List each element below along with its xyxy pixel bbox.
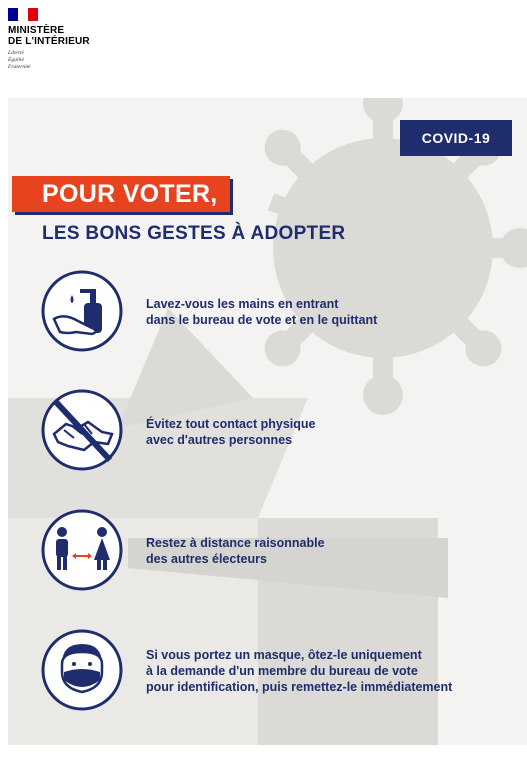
rule-4-line-2: à la demande d'un membre du bureau de vote	[146, 664, 418, 678]
motto-fraternite: Fraternité	[8, 64, 31, 70]
rule-4-text	[146, 647, 452, 695]
rule-2-text	[146, 416, 315, 448]
ministry-logo	[8, 8, 90, 71]
no-handshake-icon	[40, 388, 124, 472]
rule-2-line-2: avec d'autres personnes	[146, 433, 293, 447]
motto-liberte: Liberté	[8, 50, 24, 56]
rule-1-line-2: dans le bureau de vote et en le quittant	[146, 313, 378, 327]
poster-subtitle: LES BONS GESTES À ADOPTER	[42, 223, 346, 244]
rule-4-line-1: Si vous portez un masque, ôtez-le uniquement	[146, 648, 422, 662]
motto-egalite: Égalité	[8, 57, 24, 63]
rule-4-line-3: pour identification, puis remettez-le immédiatement	[146, 680, 453, 694]
ministry-name-line2: DE L'INTÉRIEUR	[8, 36, 90, 47]
rule-3-line-1: Restez à distance raisonnable	[146, 536, 325, 550]
face-mask-icon	[40, 628, 124, 712]
republic-motto	[8, 50, 90, 71]
covid-voting-poster	[8, 98, 527, 745]
rule-3-line-2: des autres électeurs	[146, 552, 267, 566]
ministry-name	[8, 25, 90, 47]
ministry-name-line1: MINISTÈRE	[8, 25, 65, 36]
french-flag-icon	[8, 8, 38, 21]
rule-1-line-1: Lavez-vous les mains en entrant	[146, 297, 339, 311]
rule-1-text	[146, 296, 377, 328]
rule-2-line-1: Évitez tout contact physique	[146, 417, 316, 431]
rule-3-text	[146, 535, 325, 567]
hand-sanitizer-icon	[40, 269, 124, 353]
poster-title: POUR VOTER,	[12, 176, 230, 212]
covid-badge: COVID-19	[400, 120, 512, 156]
social-distance-icon	[40, 508, 124, 592]
